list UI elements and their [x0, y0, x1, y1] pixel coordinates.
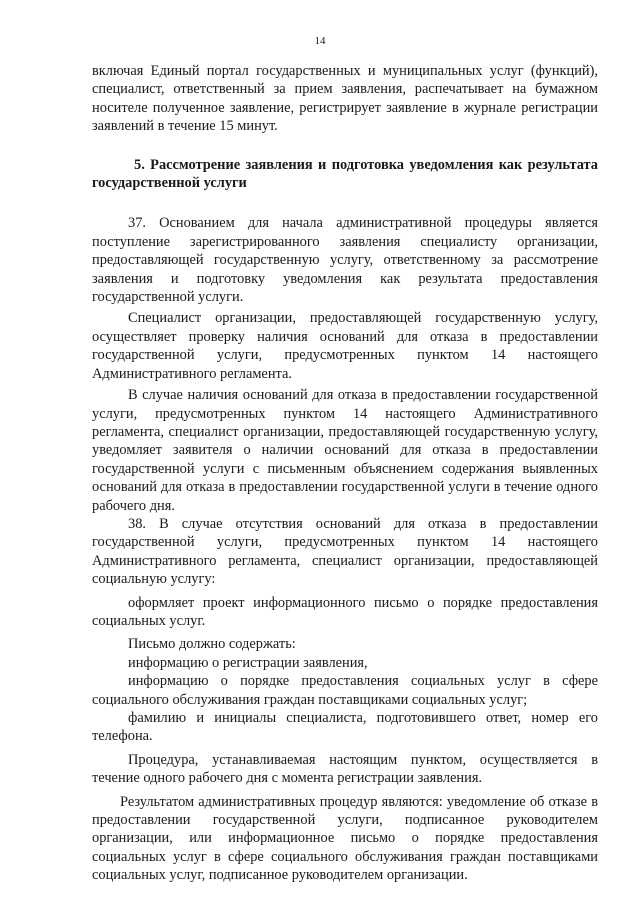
document-body [92, 62, 598, 885]
paragraph-procedure-time: Процедура, устанавливаемая настоящим пунктом, осуществляется в течение одного рабочего дня с момента регистрации заявления. [92, 751, 598, 787]
section-heading: 5. Рассмотрение заявления и подготовка уведомления как результата государственной услуги [92, 156, 598, 192]
paragraph-result: Результатом административных процедур являются: уведомление об отказе в предоставлении государственной услуги, подписанное руководителем организации, или информационное письмо о порядке предоставления социальных услуг в сфере социального обслуживания граждан поставщиками социальных услуг, подписанное руководителем организации. [92, 793, 598, 884]
paragraph-letter-contents: Письмо должно содержать: [128, 636, 296, 653]
paragraph-37: 37. Основанием для начала административной процедуры является поступление зарегистрированного заявления специалисту организации, предоставляющей государственную услугу, ответственному за рассмотрение заявления и подготовку уведомления как результата предоставления государственной услуги. [92, 215, 598, 306]
list-item-specialist: фамилию и инициалы специалиста, подготовившего ответ, номер его телефона. [92, 710, 598, 745]
page-number: 14 [314, 35, 326, 47]
paragraph-continuation: включая Единый портал государственных и муниципальных услуг (функций), специалист, ответственный за прием заявления, распечатывает на бумажном носителе полученное заявление, регистрирует заявление в журнале регистрации заявлений в течение 15 минут. [92, 63, 598, 135]
paragraph-refusal: В случае наличия оснований для отказа в предоставлении государственной услуги, предусмотренных пунктом 14 настоящего Административного регламента, специалист организации, предоставляющей государственную услугу, уведомляет заявителя о наличии оснований для отказа в предоставлении государственной услуги с письменным объяснением содержания выявленных оснований для отказа в предоставлении государственной услуги в течение одного рабочего дня. [92, 387, 598, 514]
list-item-procedure: информацию о порядке предоставления социальных услуг в сфере социального обслуживания граждан поставщиками социальных услуг; [92, 673, 598, 708]
list-item-registration: информацию о регистрации заявления, [128, 654, 368, 671]
paragraph-draft-letter: оформляет проект информационного письмо о порядке предоставления социальных услуг. [92, 594, 598, 629]
paragraph-check: Специалист организации, предоставляющей государственную услугу, осуществляет проверку наличия оснований для отказа в предоставлении государственной услуги, предусмотренных пунктом 14 настоящего Административного регламента. [92, 310, 598, 382]
paragraph-38: 38. В случае отсутствия оснований для отказа в предоставлении государственной услуги, предусмотренных пунктом 14 настоящего Административного регламента, специалист организации, предоставляющей социальную услугу: [92, 515, 598, 588]
